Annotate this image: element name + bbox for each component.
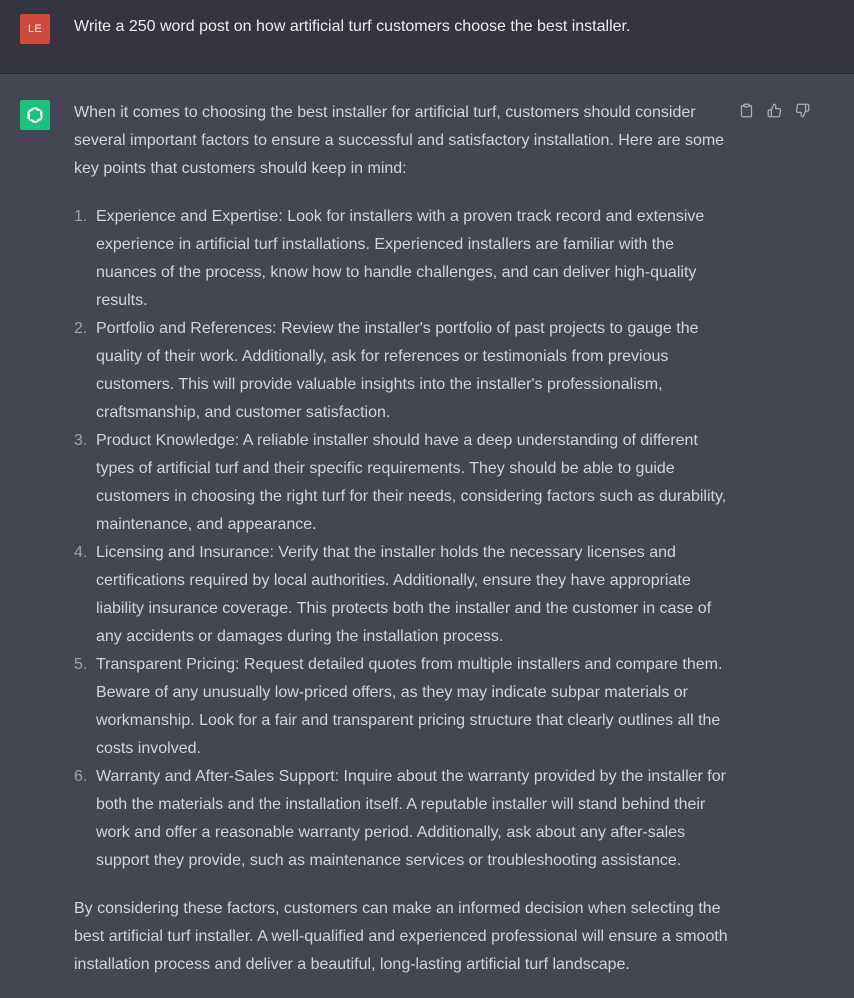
- list-item: [74, 315, 728, 427]
- list-item-number: 1.: [74, 208, 88, 225]
- list-item-text: Portfolio and References: Review the installer's portfolio of past projects to gauge the quality of their work. Additionally, ask for references or testimonials from previous customers. This will provide valuable insights into the installer's professionalism, craftsmanship, and customer satisfaction.: [96, 320, 699, 421]
- list-item-text: Experience and Expertise: Look for installers with a proven track record and extensive experience in artificial turf installations. Experienced installers are familiar with the nuances of the process, know how to handle challenges, and can deliver high-quality results.: [96, 208, 705, 309]
- thumbs-up-button[interactable]: [766, 102, 782, 118]
- list-item-text: Warranty and After-Sales Support: Inquire about the warranty provided by the installer for both the materials and the installation itself. A reputable installer will stand behind their work and offer a reasonable warranty period. Additionally, ask about any after-sales support they provide, such as maintenance services or troubleshooting assistance.: [96, 768, 726, 869]
- list-item: [74, 203, 728, 315]
- message-actions: [738, 102, 810, 118]
- thumbs-up-icon: [767, 103, 782, 118]
- thumbs-down-icon: [795, 103, 810, 118]
- assistant-response: [74, 99, 728, 979]
- list-item: [74, 763, 728, 875]
- assistant-avatar: [20, 100, 50, 130]
- user-message-text: Write a 250 word post on how artificial turf customers choose the best installer.: [74, 18, 631, 35]
- list-item-text: Product Knowledge: A reliable installer should have a deep understanding of different types of artificial turf and their specific requirements. They should be able to guide customers in choosing the right turf for their needs, considering factors such as durability, maintenance, and appearance.: [96, 432, 727, 533]
- list-item: [74, 539, 728, 651]
- list-item-number: 6.: [74, 768, 88, 785]
- response-conclusion: By considering these factors, customers can make an informed decision when selecting the best artificial turf installer. A well-qualified and experienced professional will ensure a smooth installation process and deliver a beautiful, long-lasting artificial turf landscape.: [74, 900, 728, 973]
- assistant-message-row: [0, 74, 854, 998]
- clipboard-icon: [739, 103, 754, 118]
- response-intro: When it comes to choosing the best installer for artificial turf, customers should consider several important factors to ensure a successful and satisfactory installation. Here are some key points that customers should keep in mind:: [74, 104, 725, 177]
- factors-list: [74, 203, 728, 875]
- list-item-number: 3.: [74, 432, 88, 449]
- list-item-number: 4.: [74, 544, 88, 561]
- list-item-text: Transparent Pricing: Request detailed quotes from multiple installers and compare them. Beware of any unusually low-priced offers, as they may indicate subpar materials or workmanship. Look for a fair and transparent pricing structure that clearly outlines all the costs involved.: [96, 656, 723, 757]
- copy-button[interactable]: [738, 102, 754, 118]
- openai-logo-icon: [24, 104, 46, 126]
- list-item-text: Licensing and Insurance: Verify that the installer holds the necessary licenses and certifications required by local authorities. Additionally, ensure they have appropriate liability insurance coverage. This protects both the installer and the customer in case of any accidents or damages during the installation process.: [96, 544, 712, 645]
- list-item: [74, 427, 728, 539]
- user-message-row: [0, 0, 854, 74]
- list-item-number: 5.: [74, 656, 88, 673]
- list-item-number: 2.: [74, 320, 88, 337]
- thumbs-down-button[interactable]: [794, 102, 810, 118]
- user-avatar: LE: [20, 14, 50, 44]
- list-item: [74, 651, 728, 763]
